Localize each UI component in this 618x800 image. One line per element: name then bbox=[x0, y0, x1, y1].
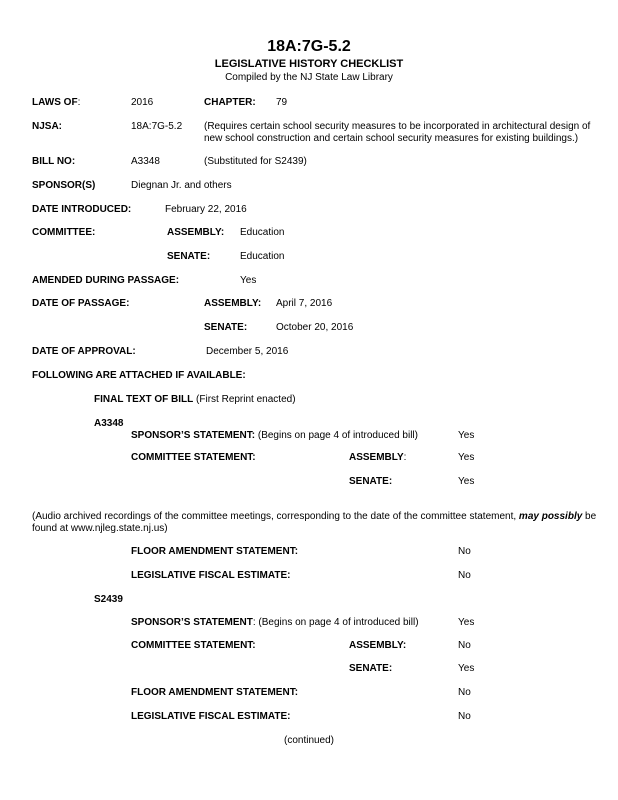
s2439-sponsor-statement-value: Yes bbox=[458, 617, 475, 628]
committee-label: COMMITTEE: bbox=[32, 227, 96, 238]
a3348-floor-amendment-value: No bbox=[458, 546, 471, 557]
chapter-label: CHAPTER: bbox=[204, 97, 256, 108]
a3348-floor-amendment-label: FLOOR AMENDMENT STATEMENT: bbox=[131, 546, 299, 557]
a3348-fiscal-estimate-value: No bbox=[458, 570, 471, 581]
sponsor-label: SPONSOR(S) bbox=[32, 180, 96, 191]
committee-assembly-label: ASSEMBLY: bbox=[167, 227, 225, 238]
passage-senate-label: SENATE: bbox=[204, 322, 248, 333]
a3348-fiscal-estimate-label: LEGISLATIVE FISCAL ESTIMATE: bbox=[131, 570, 291, 581]
approval-value: December 5, 2016 bbox=[206, 346, 289, 357]
s2439-fiscal-estimate-label: LEGISLATIVE FISCAL ESTIMATE: bbox=[131, 711, 291, 722]
audio-archive-note: (Audio archived recordings of the committee meetings, corresponding to the date of the committee statement, may possibly be found at www.njleg.state.nj.us) bbox=[32, 511, 597, 534]
s2439-floor-amendment-label: FLOOR AMENDMENT STATEMENT: bbox=[131, 687, 299, 698]
attached-heading: FOLLOWING ARE ATTACHED IF AVAILABLE: bbox=[32, 370, 246, 381]
page-title: 18A:7G-5.2 bbox=[267, 38, 351, 55]
amended-value: Yes bbox=[240, 275, 257, 286]
s2439-senate-value: Yes bbox=[458, 663, 475, 674]
s2439-assembly-label: ASSEMBLY: bbox=[349, 640, 407, 651]
approval-label: DATE OF APPROVAL: bbox=[32, 346, 136, 357]
sponsor-value: Diegnan Jr. and others bbox=[131, 180, 232, 191]
continued-note: (continued) bbox=[283, 735, 335, 746]
committee-assembly-value: Education bbox=[240, 227, 285, 238]
laws-of-value: 2016 bbox=[131, 97, 154, 108]
s2439-senate-label: SENATE: bbox=[349, 663, 393, 674]
a3348-assembly-value: Yes bbox=[458, 452, 475, 463]
compiled-by: Compiled by the NJ State Law Library bbox=[225, 72, 393, 83]
date-introduced-label: DATE INTRODUCED: bbox=[32, 204, 132, 215]
committee-senate-label: SENATE: bbox=[167, 251, 211, 262]
passage-label: DATE OF PASSAGE: bbox=[32, 298, 130, 309]
amended-label: AMENDED DURING PASSAGE: bbox=[32, 275, 180, 286]
s2439-committee-statement: COMMITTEE STATEMENT: bbox=[131, 640, 256, 651]
s2439-sponsor-statement: SPONSOR’S STATEMENT: (Begins on page 4 of introduced bill) bbox=[131, 617, 419, 628]
committee-senate-value: Education bbox=[240, 251, 285, 262]
s2439-floor-amendment-value: No bbox=[458, 687, 471, 698]
page-subtitle: LEGISLATIVE HISTORY CHECKLIST bbox=[214, 58, 404, 70]
a3348-sponsor-statement-value: Yes bbox=[458, 430, 475, 441]
a3348-senate-label: SENATE: bbox=[349, 476, 393, 487]
chapter-value: 79 bbox=[276, 97, 288, 108]
a3348-sponsor-statement: SPONSOR’S STATEMENT: (Begins on page 4 of introduced bill) bbox=[131, 430, 418, 441]
njsa-description: (Requires certain school security measures to be incorporated in architectural design of new school construction and certain school security measures for existing buildings.) bbox=[204, 121, 591, 144]
bill-no-value: A3348 bbox=[131, 156, 160, 167]
s2439-fiscal-estimate-value: No bbox=[458, 711, 471, 722]
laws-of-label: LAWS OF: bbox=[32, 97, 81, 108]
passage-assembly-value: April 7, 2016 bbox=[276, 298, 333, 309]
a3348-senate-value: Yes bbox=[458, 476, 475, 487]
a3348-assembly-label: ASSEMBLY: bbox=[349, 452, 407, 463]
bill-no-note: (Substituted for S2439) bbox=[204, 156, 307, 167]
njsa-value: 18A:7G-5.2 bbox=[131, 121, 183, 132]
s2439-heading: S2439 bbox=[94, 594, 123, 605]
passage-assembly-label: ASSEMBLY: bbox=[204, 298, 262, 309]
final-text-line: FINAL TEXT OF BILL (First Reprint enacted) bbox=[94, 394, 296, 405]
njsa-label: NJSA: bbox=[32, 121, 63, 132]
bill-no-label: BILL NO: bbox=[32, 156, 76, 167]
a3348-heading: A3348 bbox=[94, 418, 124, 429]
s2439-assembly-value: No bbox=[458, 640, 471, 651]
date-introduced-value: February 22, 2016 bbox=[165, 204, 247, 215]
passage-senate-value: October 20, 2016 bbox=[276, 322, 354, 333]
a3348-committee-statement: COMMITTEE STATEMENT: bbox=[131, 452, 256, 463]
